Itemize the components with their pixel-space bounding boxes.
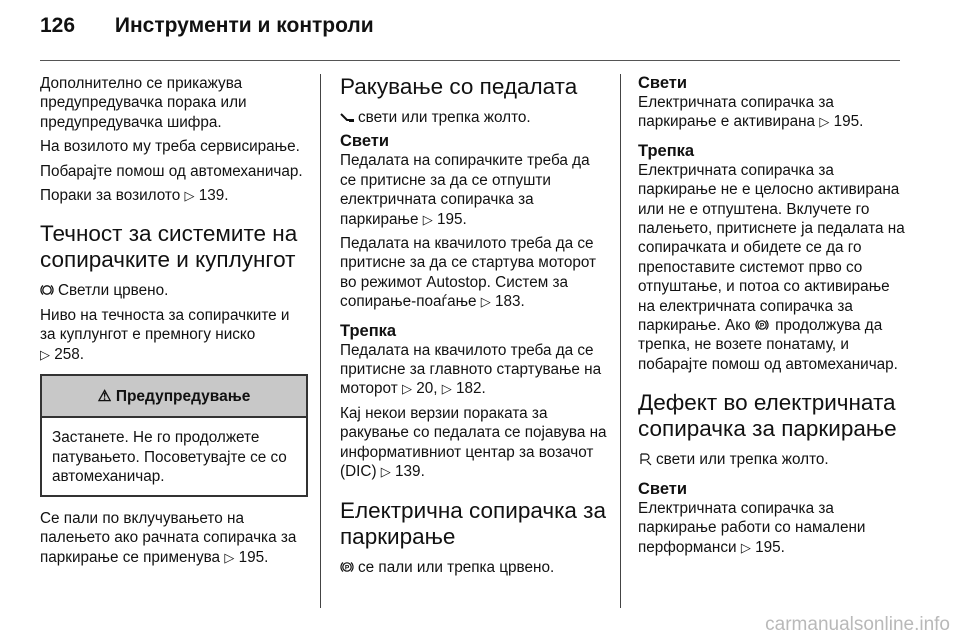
- page-header: [40, 14, 374, 38]
- column-divider-2: [620, 74, 621, 608]
- header-divider: [40, 60, 900, 61]
- triangle-right-icon: ▷: [441, 381, 452, 397]
- page-reference-link[interactable]: ▷ 20,: [401, 380, 438, 398]
- triangle-right-icon: ▷: [224, 549, 235, 565]
- triangle-right-icon: ▷: [819, 114, 830, 130]
- page-reference-link[interactable]: ▷ 195.: [422, 210, 467, 228]
- svg-text:P: P: [344, 563, 350, 571]
- warning-header: ⚠ Предупредување: [42, 376, 306, 418]
- paragraph: Електричната сопирачка за паркирање не е целосно активирана или не е отпуштена. Вклучете го палењето, притиснете ја педалата на сопирачката и обидете се да го препоставите системот прво со отпуштање, и потоа со активирање на електричната сопирачка за паркирање. Ако P продолжува да трепка, не возете понатаму, и побарајте помош од автомеханичар.: [638, 161, 905, 373]
- subheading: Свети: [638, 479, 688, 498]
- paragraph: Педалата на квачилото треба да се притисне за главното стартување на моторот ▷ 20, ▷ 182.: [340, 341, 602, 398]
- triangle-right-icon: ▷: [40, 346, 50, 362]
- page-reference-link[interactable]: ▷ 195.: [819, 113, 864, 131]
- paragraph: свети или трепка жолто.: [638, 450, 906, 469]
- subheading: Свети: [340, 132, 390, 151]
- triangle-right-icon: ▷: [422, 211, 433, 227]
- parking-brake-icon: [340, 560, 354, 574]
- page-number: 126: [40, 14, 76, 37]
- section-heading: Електрична сопирачка за паркирање: [340, 497, 607, 549]
- page-reference-link[interactable]: ▷ 183.: [480, 293, 525, 311]
- subheading: Трепка: [340, 321, 397, 340]
- paragraph: Дополнително се прикажува предупредувачка порака или предупредувачка шифра.: [40, 75, 247, 131]
- paragraph: Електричната сопирачка за паркирање е активирана ▷ 195.: [638, 94, 864, 131]
- triangle-right-icon: ▷: [380, 464, 391, 480]
- page-reference-link[interactable]: ▷ 182.: [441, 380, 486, 398]
- triangle-right-icon: ▷: [740, 539, 751, 555]
- triangle-right-icon: ▷: [480, 294, 491, 310]
- section-heading: Дефект во електричната сопирачка за паркирање: [638, 390, 897, 442]
- warning-box: [40, 374, 308, 497]
- column-divider-1: [320, 74, 321, 608]
- triangle-right-icon: ▷: [184, 188, 195, 204]
- paragraph: P се пали или трепка црвено.: [340, 558, 608, 577]
- column-1: [40, 74, 308, 572]
- page-reference-link[interactable]: ▷ 139.: [184, 187, 229, 205]
- paragraph: На возилото му треба сервисирање.: [40, 138, 300, 156]
- pedal-icon: [340, 110, 354, 124]
- paragraph: Светли црвено.: [40, 281, 308, 300]
- paragraph: Педалата на квачилото треба да се притисне за да се стартува моторот во режимот Autostop. Систем за сопирање-поаѓање ▷ 183.: [340, 235, 597, 311]
- warning-icon: ⚠: [97, 388, 112, 406]
- paragraph: свети или трепка жолто.: [340, 108, 608, 127]
- parking-brake-icon: [755, 318, 769, 332]
- parking-brake-fault-icon: [638, 452, 652, 466]
- paragraph: Ниво на течноста за сопирачките и за куплунгот е премногу ниско ▷ 258.: [40, 306, 290, 363]
- subheading: Трепка: [638, 141, 695, 160]
- column-3: [638, 74, 906, 562]
- page-reference-link[interactable]: ▷ 139.: [380, 463, 425, 481]
- page-reference-link[interactable]: ▷ 258.: [40, 345, 85, 363]
- watermark: carmanualsonline.info: [765, 614, 950, 635]
- paragraph: Кај некои верзии пораката за ракување со педалата се појавува на информативниот центар за возачот (DIC) ▷ 139.: [340, 404, 607, 481]
- section-heading: Течност за системите на сопирачките и куплунгот: [40, 221, 298, 273]
- paragraph: Пораки за возилото ▷ 139.: [40, 187, 229, 205]
- paragraph: Побарајте помош од автомеханичар.: [40, 162, 303, 180]
- warning-body: Застанете. Не го продолжете патувањето. Посоветувајте се со автомеханичар.: [52, 429, 287, 486]
- page-title: Инструменти и контроли: [114, 14, 374, 37]
- section-heading: Ракување со педалата: [340, 74, 578, 99]
- paragraph: Електричната сопирачка за паркирање работи со намалени перформанси ▷ 195.: [638, 499, 866, 556]
- column-2: [340, 74, 608, 582]
- subheading: Свети: [638, 74, 688, 92]
- page-reference-link[interactable]: ▷ 195.: [224, 548, 269, 566]
- triangle-right-icon: ▷: [401, 381, 412, 397]
- paragraph: Се пали по вклучувањето на палењето ако рачната сопирачка за паркирање се применува ▷ 195.: [40, 509, 297, 566]
- svg-text:P: P: [759, 322, 764, 330]
- brake-warning-icon: [40, 283, 54, 297]
- paragraph: Педалата на сопирачките треба да се притисне за да се отпушти електричната сопирачка за паркирање ▷ 195.: [340, 152, 590, 228]
- page-reference-link[interactable]: ▷ 195.: [740, 538, 785, 556]
